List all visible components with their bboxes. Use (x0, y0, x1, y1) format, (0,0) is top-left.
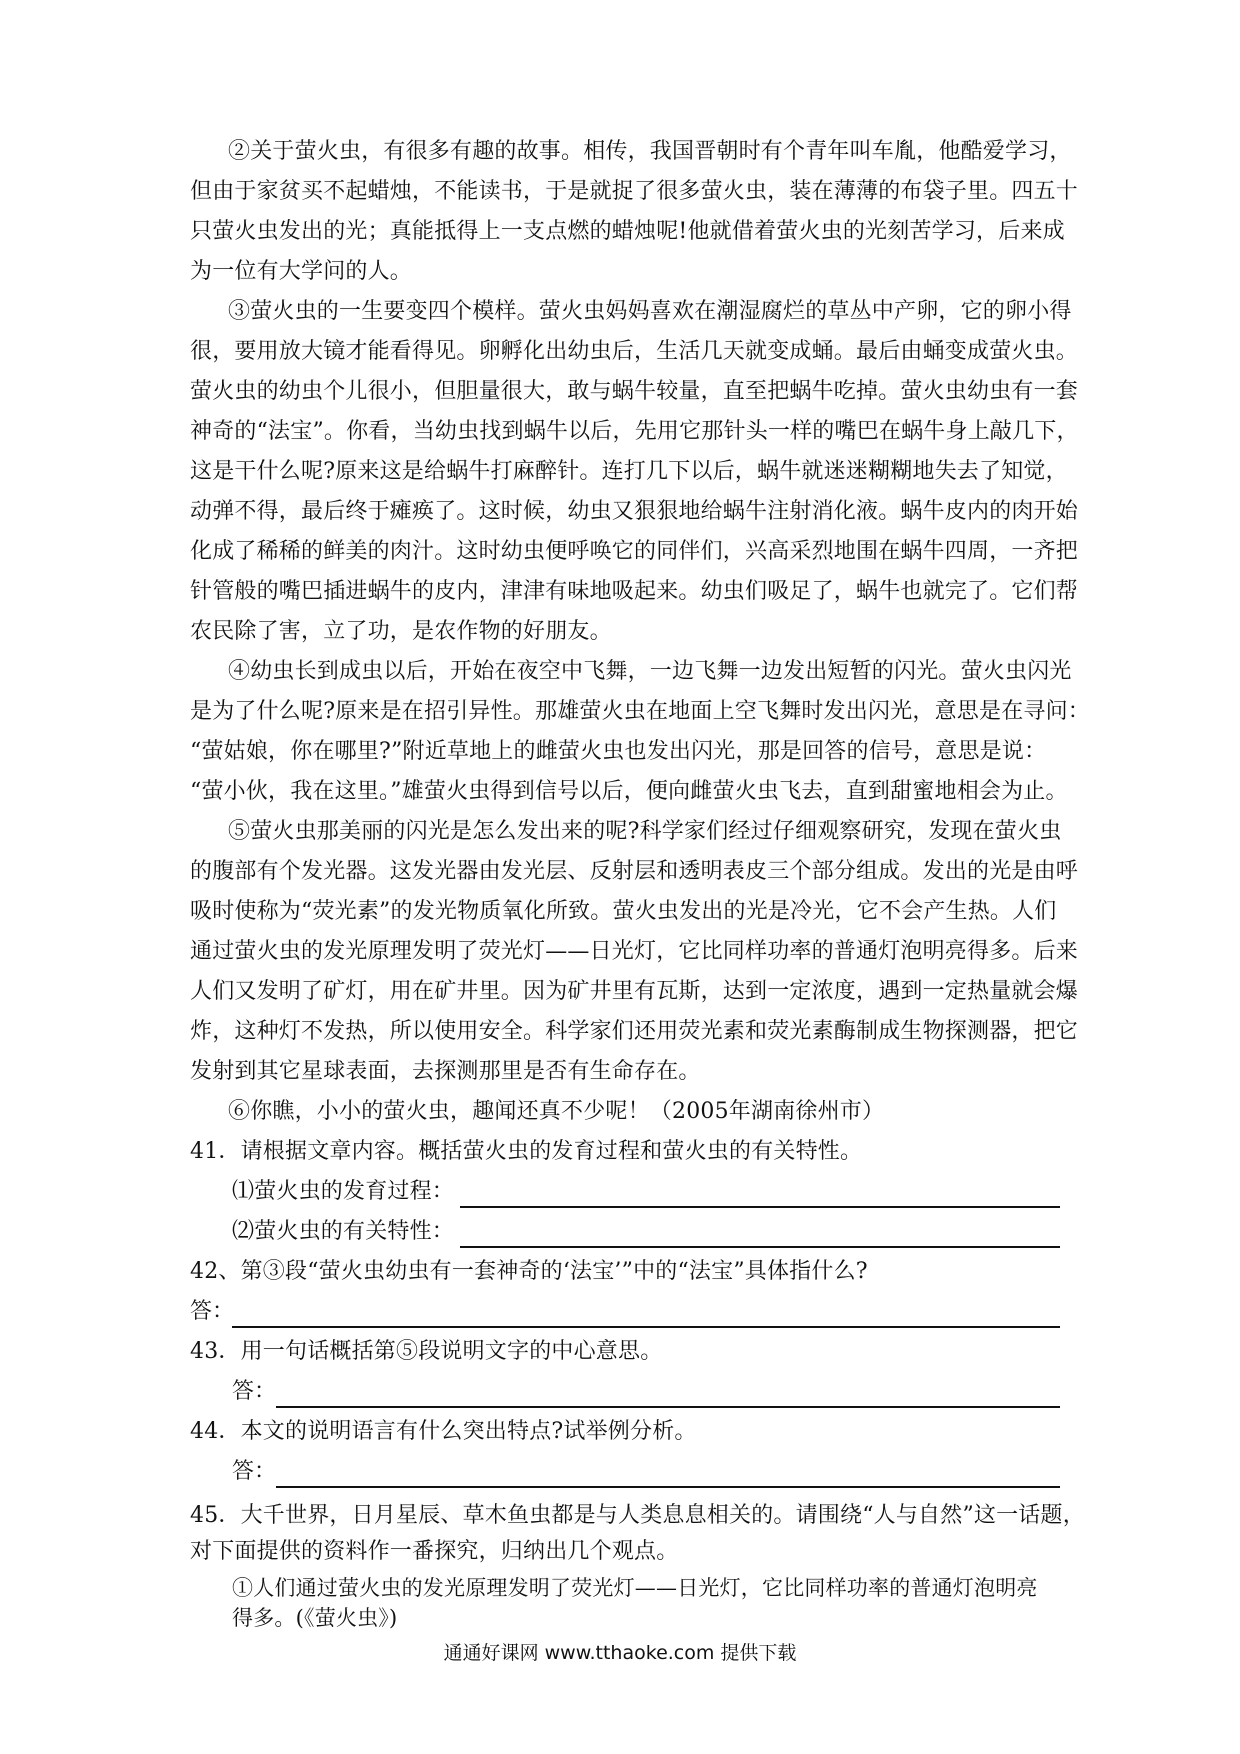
material-1-line: 得多。(《萤火虫》) (232, 1606, 398, 1630)
question-41-part1: ⑴萤火虫的发育过程： (232, 1179, 455, 1204)
answer-line-42[interactable] (232, 1326, 1060, 1328)
para5-line: 通过萤火虫的发光原理发明了荧光灯——日光灯，它比同样功率的普通灯泡明亮得多。后来 (190, 939, 1079, 964)
para4-line: 是为了什么呢?原来是在招引异性。那雄萤火虫在地面上空飞舞时发出闪光，意思是在寻问： (190, 699, 1090, 724)
para5-line: 炸，这种灯不发热，所以使用安全。科学家们还用荧光素和荧光素酶制成生物探测器，把它 (190, 1019, 1079, 1044)
para2-line: ②关于萤火虫，有很多有趣的故事。相传，我国晋朝时有个青年叫车胤，他酷爱学习， (228, 139, 1072, 164)
question-41: 41．请根据文章内容。概括萤火虫的发育过程和萤火虫的有关特性。 (190, 1139, 863, 1164)
para4-line: “萤姑娘，你在哪里?”附近草地上的雌萤火虫也发出闪光，那是回答的信号，意思是说： (190, 739, 1047, 764)
answer-label-43: 答： (232, 1379, 277, 1404)
para3-line: ③萤火虫的一生要变四个模样。萤火虫妈妈喜欢在潮湿腐烂的草丛中产卵，它的卵小得 (228, 299, 1072, 324)
para3-line: 这是干什么呢?原来这是给蜗牛打麻醉针。连打几下以后，蜗牛就迷迷糊糊地失去了知觉， (190, 459, 1068, 484)
question-45-line: 45．大千世界，日月星辰、草木鱼虫都是与人类息息相关的。请围绕“人与自然”这一话题， (190, 1503, 1085, 1528)
answer-label-42: 答： (190, 1299, 235, 1324)
para6-line: ⑥你瞧，小小的萤火虫，趣闻还真不少呢！（2005年湖南徐州市） (228, 1099, 885, 1124)
para3-line: 针管般的嘴巴插进蜗牛的皮内，津津有味地吸起来。幼虫们吸足了，蜗牛也就完了。它们帮 (190, 579, 1079, 604)
para4-line: “萤小伙，我在这里。”雄萤火虫得到信号以后，便向雌萤火虫飞去，直到甜蜜地相会为止。 (190, 779, 1068, 804)
answer-line-43[interactable] (276, 1406, 1060, 1408)
para5-line: 吸时使称为“荧光素”的发光物质氧化所致。萤火虫发出的光是冷光，它不会产生热。人们 (190, 899, 1057, 924)
question-45-line: 对下面提供的资料作一番探究，归纳出几个观点。 (190, 1539, 679, 1564)
para3-line: 萤火虫的幼虫个儿很小，但胆量很大，敢与蜗牛较量，直至把蜗牛吃掉。萤火虫幼虫有一套 (190, 379, 1079, 404)
question-42: 42、第③段“萤火虫幼虫有一套神奇的‘法宝’”中的“法宝”具体指什么? (190, 1259, 868, 1284)
para3-line: 动弹不得，最后终于瘫痪了。这时候，幼虫又狠狠地给蜗牛注射消化液。蜗牛皮内的肉开始 (190, 499, 1079, 524)
para3-line: 农民除了害，立了功，是农作物的好朋友。 (190, 619, 612, 644)
question-44: 44．本文的说明语言有什么突出特点?试举例分析。 (190, 1419, 697, 1444)
para3-line: 化成了稀稀的鲜美的肉汁。这时幼虫便呼唤它的同伴们，兴高采烈地围在蜗牛四周，一齐把 (190, 539, 1079, 564)
para2-line: 只萤火虫发出的光；真能抵得上一支点燃的蜡烛呢!他就借着萤火虫的光刻苦学习，后来成 (190, 219, 1065, 244)
para3-line: 神奇的“法宝”。你看，当幼虫找到蜗牛以后，先用它那针头一样的嘴巴在蜗牛身上敲几下， (190, 419, 1079, 444)
para3-line: 很，要用放大镜才能看得见。卵孵化出幼虫后，生活几天就变成蛹。最后由蛹变成萤火虫。 (190, 339, 1079, 364)
para4-line: ④幼虫长到成虫以后，开始在夜空中飞舞，一边飞舞一边发出短暂的闪光。萤火虫闪光 (228, 659, 1072, 684)
question-43: 43．用一句话概括第⑤段说明文字的中心意思。 (190, 1339, 663, 1364)
para5-line: 人们又发明了矿灯，用在矿井里。因为矿井里有瓦斯，达到一定浓度，遇到一定热量就会爆 (190, 979, 1079, 1004)
para5-line: 的腹部有个发光器。这发光器由发光层、反射层和透明表皮三个部分组成。发出的光是由呼 (190, 859, 1079, 884)
question-41-part2: ⑵萤火虫的有关特性： (232, 1219, 455, 1244)
answer-label-44: 答： (232, 1459, 277, 1484)
material-1-line: ①人们通过萤火虫的发光原理发明了荧光灯——日光灯，它比同样功率的普通灯泡明亮 (232, 1576, 1038, 1600)
para5-line: 发射到其它星球表面，去探测那里是否有生命存在。 (190, 1059, 701, 1084)
answer-line-44[interactable] (276, 1486, 1060, 1488)
answer-line-41-2[interactable] (460, 1246, 1060, 1248)
para5-line: ⑤萤火虫那美丽的闪光是怎么发出来的呢?科学家们经过仔细观察研究，发现在萤火虫 (228, 819, 1062, 844)
page-footer: 通通好课网 www.tthaoke.com 提供下载 (443, 1642, 797, 1664)
para2-line: 为一位有大学问的人。 (190, 259, 413, 284)
answer-line-41-1[interactable] (460, 1206, 1060, 1208)
para2-line: 但由于家贫买不起蜡烛，不能读书，于是就捉了很多萤火虫，装在薄薄的布袋子里。四五十 (190, 179, 1079, 204)
